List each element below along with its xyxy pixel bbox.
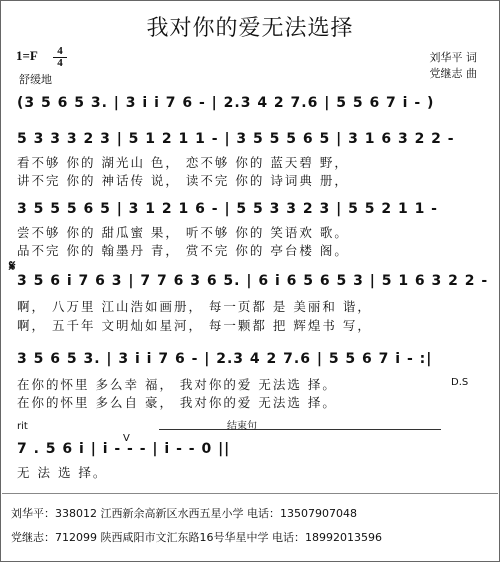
system-6-notes: 7 . 5 6 i | i - - - | i - - 0 || bbox=[17, 441, 231, 457]
system-2-lyrics-verse-1: 看不够 你的 湖光山 色， 恋不够 你的 蓝天碧 野， bbox=[17, 155, 349, 170]
coda-label: 结束句 bbox=[227, 421, 257, 432]
meter-top: 4 bbox=[57, 45, 63, 57]
system-4-lyrics-verse-1: 啊， 八万里 江山浩如画册， 每一页都 是 美丽和 谐， bbox=[17, 299, 372, 314]
system-3-lyrics-verse-1: 尝不够 你的 甜瓜蜜 果， 听不够 你的 笑语欢 歌。 bbox=[17, 225, 349, 240]
dal-segno-mark: D.S bbox=[451, 377, 469, 388]
tempo-marking: 舒缓地 bbox=[19, 73, 52, 86]
segno-sign: 𝄋 bbox=[9, 257, 16, 275]
composer-credit: 党继志 曲 bbox=[429, 67, 477, 80]
footer-divider bbox=[2, 493, 498, 494]
song-title: 我对你的爱无法选择 bbox=[146, 16, 354, 41]
key-signature: 1=F bbox=[16, 48, 38, 63]
footer-contact-lyricist: 刘华平：338012 江西新余高新区水西五星小学 电话：13507907048 bbox=[11, 507, 357, 520]
system-6-lyrics: 无 法 选 择。 bbox=[17, 465, 108, 480]
system-5-lyrics-verse-2: 在你的怀里 多么自 豪， 我对你的爱 无法选 择。 bbox=[17, 395, 337, 410]
meter-bottom: 4 bbox=[57, 57, 63, 69]
system-4-lyrics-verse-2: 啊， 五千年 文明灿如星河， 每一颗都 把 辉煌书 写， bbox=[17, 318, 372, 333]
lyricist-credit: 刘华平 词 bbox=[429, 51, 477, 64]
system-4-notes: 3 5 6 i 7 6 3 | 7 7 6 3 6 5. | 6 i 6 5 6 5 3 | 5 1 6 3 2 2 - bbox=[17, 273, 489, 289]
system-2-lyrics-verse-2: 讲不完 你的 神话传 说， 读不完 你的 诗词典 册， bbox=[17, 173, 349, 188]
system-3-notes: 3 5 5 5 6 5 | 3 1 2 1 6 - | 5 5 3 3 2 3 | 5 5 2 1 1 - bbox=[17, 201, 438, 217]
time-signature bbox=[53, 46, 67, 69]
coda-bracket bbox=[159, 429, 441, 430]
system-5-notes: 3 5 6 5 3. | 3 i i 7 6 - | 2.3 4 2 7.6 | 5 5 6 7 i - :| bbox=[17, 351, 433, 367]
footer-contact-composer: 党继志：712099 陕西咸阳市文汇东路16号华星中学 电话：18992013596 bbox=[11, 531, 382, 544]
system-1-notes: (3 5 6 5 3. | 3 i i 7 6 - | 2.3 4 2 7.6 | 5 5 6 7 i - ) bbox=[17, 95, 435, 111]
breath-mark: V bbox=[123, 433, 130, 444]
system-2-notes: 5 3 3 3 2 3 | 5 1 2 1 1 - | 3 5 5 5 6 5 | 3 1 6 3 2 2 - bbox=[17, 131, 455, 147]
system-5-lyrics-verse-1: 在你的怀里 多么幸 福， 我对你的爱 无法选 择。 bbox=[17, 377, 337, 392]
ritardando-mark: rit bbox=[17, 421, 28, 432]
system-3-lyrics-verse-2: 品不完 你的 翰墨丹 青， 赏不完 你的 亭台楼 阁。 bbox=[17, 243, 349, 258]
